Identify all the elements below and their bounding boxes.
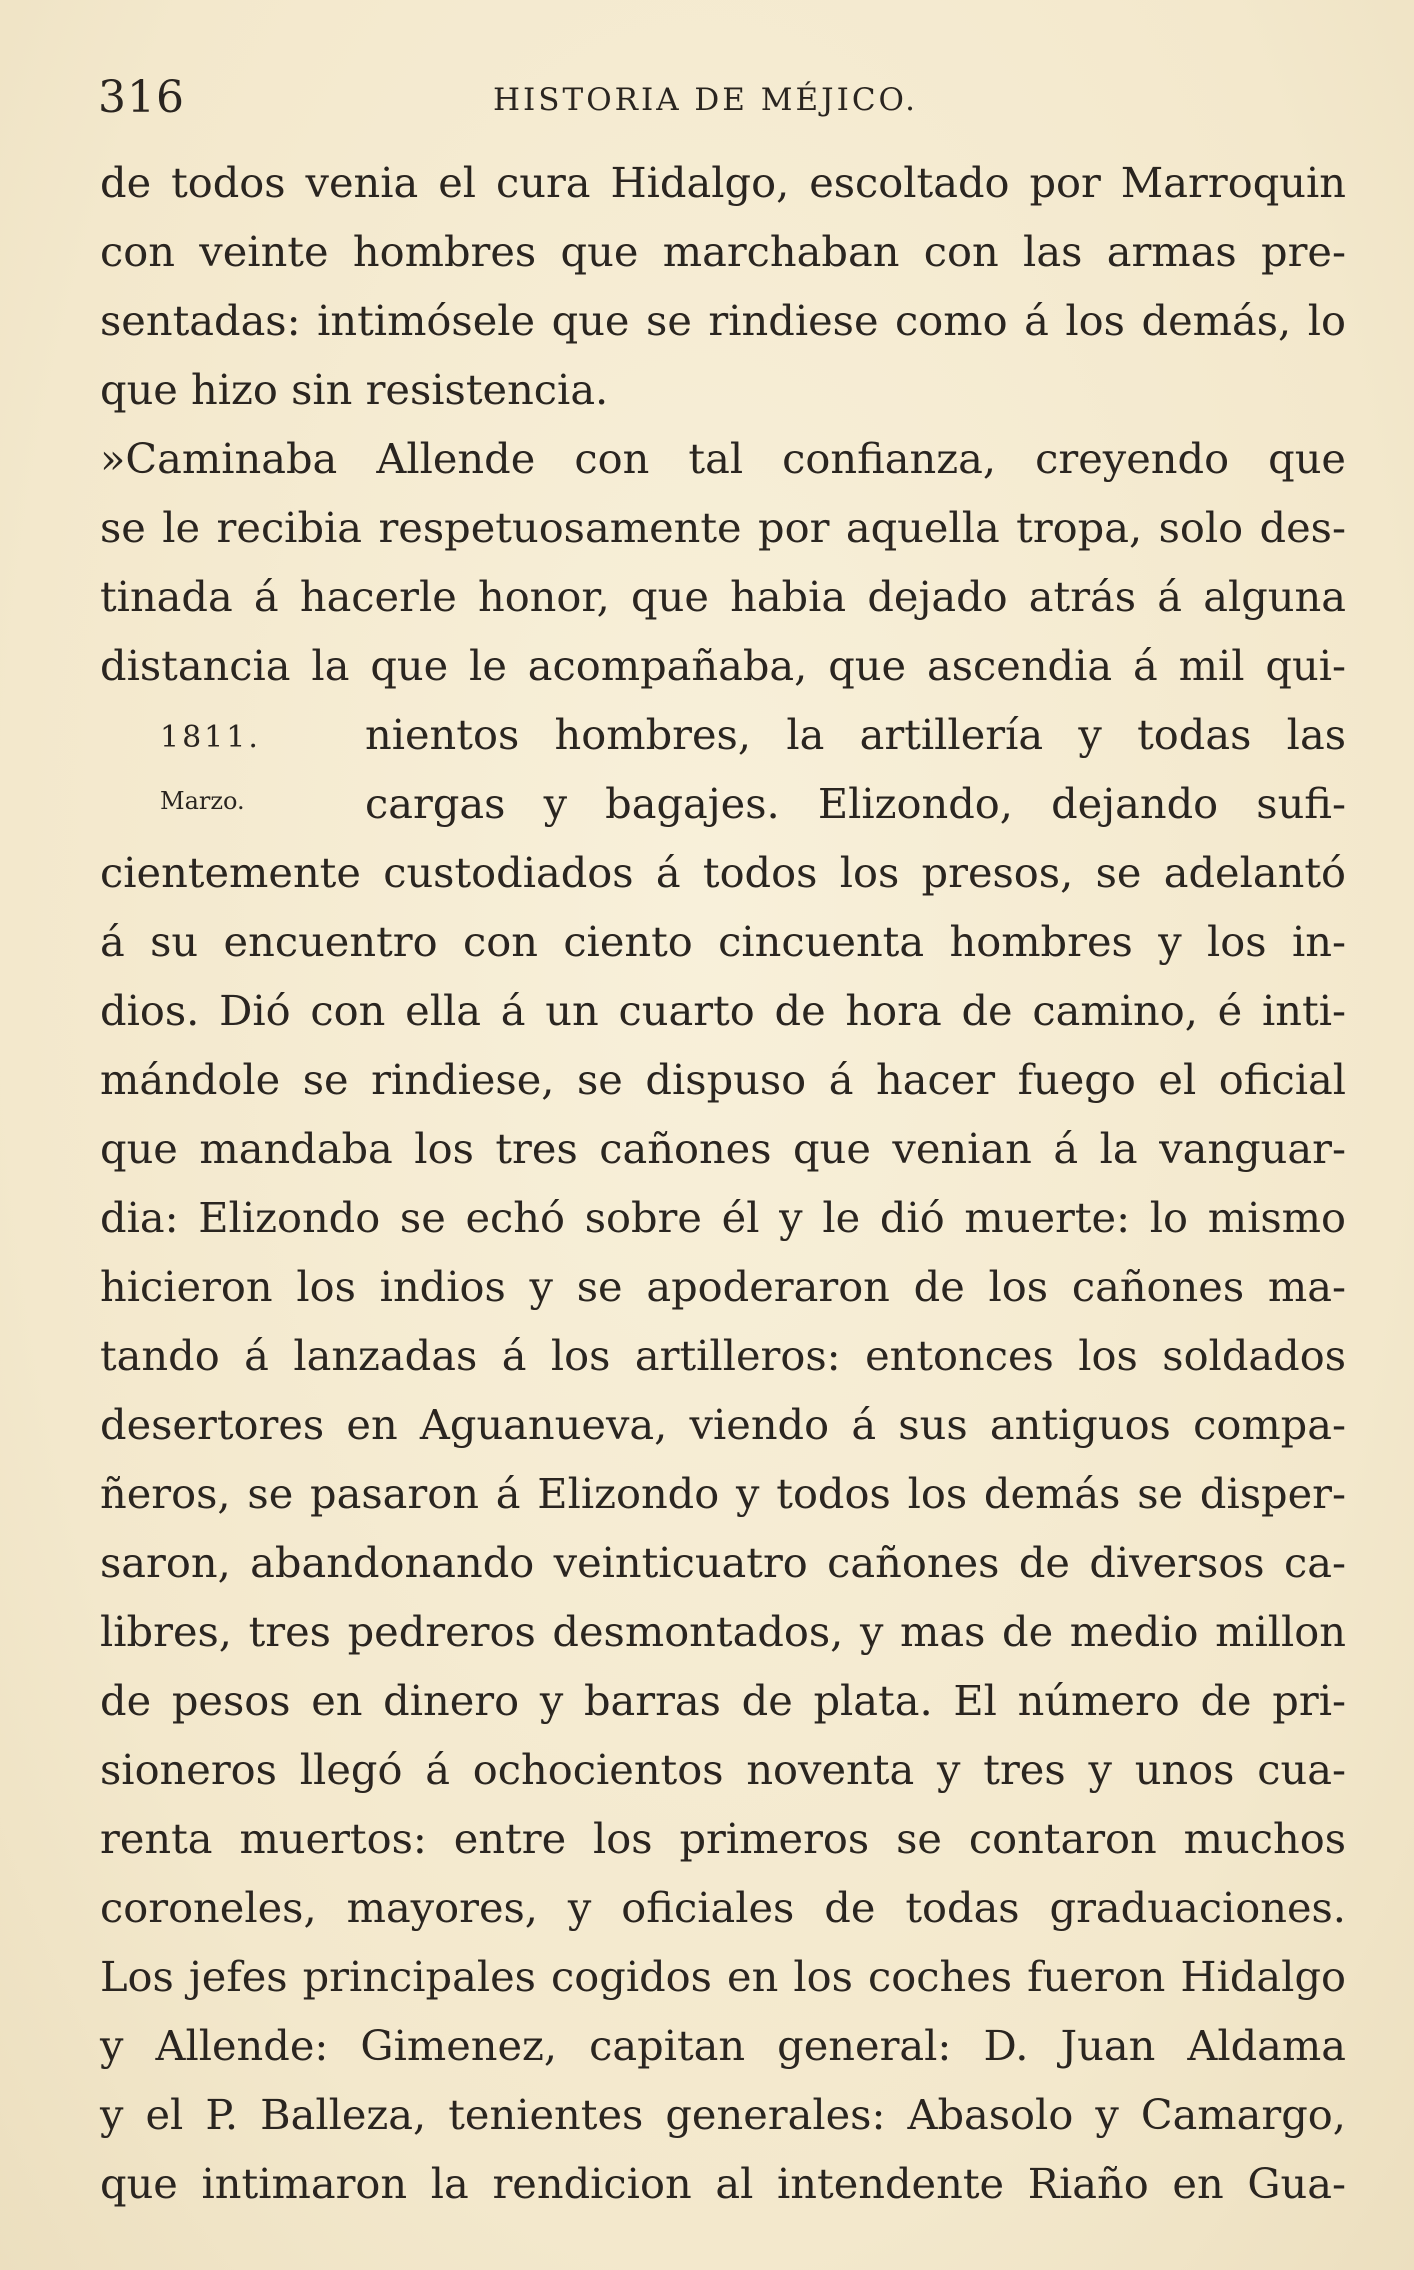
text-line: coroneles, mayores, y oficiales de todas graduaciones. [100,1883,1346,1932]
text-line: »Caminaba Allende con tal confianza, creyendo que [100,434,1346,483]
margin-note-month: Marzo. [160,787,245,815]
text-line: que intimaron la rendicion al intendente Riaño en Gua- [100,2159,1346,2208]
text-line: á su encuentro con ciento cincuenta hombres y los in- [100,917,1346,966]
text-line: mándole se rindiese, se dispuso á hacer fuego el oficial [100,1055,1346,1104]
text-line: ñeros, se pasaron á Elizondo y todos los demás se disper- [100,1469,1346,1518]
text-line: libres, tres pedreros desmontados, y mas de medio millon [100,1607,1346,1656]
text-line: y Allende: Gimenez, capitan general: D. Juan Aldama [100,2021,1346,2070]
text-line: sioneros llegó á ochocientos noventa y tres y unos cua- [100,1745,1346,1794]
text-line: y el P. Balleza, tenientes generales: Abasolo y Camargo, [100,2090,1346,2139]
text-line: tando á lanzadas á los artilleros: entonces los soldados [100,1331,1346,1380]
text-line: que hizo sin resistencia. [100,365,609,414]
text-line: cargas y bagajes. Elizondo, dejando sufi- [365,779,1346,828]
text-line: que mandaba los tres cañones que venian á la vanguar- [100,1124,1346,1173]
running-title: HISTORIA DE MÉJICO. [493,82,918,118]
text-line: cientemente custodiados á todos los presos, se adelantó [100,848,1346,897]
text-line: dios. Dió con ella á un cuarto de hora de camino, é inti- [100,986,1346,1035]
text-line: desertores en Aguanueva, viendo á sus antiguos compa- [100,1400,1346,1449]
text-line: hicieron los indios y se apoderaron de los cañones ma- [100,1262,1346,1311]
text-line: se le recibia respetuosamente por aquella tropa, solo des- [100,503,1346,552]
text-line: de todos venia el cura Hidalgo, escoltado por Marroquin [100,158,1346,207]
text-line: saron, abandonando veinticuatro cañones de diversos ca- [100,1538,1346,1587]
text-line: de pesos en dinero y barras de plata. El número de pri- [100,1676,1346,1725]
margin-note-year: 1811. [160,720,261,755]
text-line: distancia la que le acompañaba, que ascendia á mil qui- [100,641,1346,690]
text-line: nientos hombres, la artillería y todas las [365,710,1346,759]
text-line: renta muertos: entre los primeros se contaron muchos [100,1814,1346,1863]
text-line: sentadas: intimósele que se rindiese como á los demás, lo [100,296,1346,345]
page-number: 316 [98,72,185,123]
text-line: Los jefes principales cogidos en los coches fueron Hidalgo [100,1952,1346,2001]
text-line: con veinte hombres que marchaban con las armas pre- [100,227,1346,276]
text-line: tinada á hacerle honor, que habia dejado atrás á alguna [100,572,1346,621]
page-header [98,72,1348,132]
text-line: dia: Elizondo se echó sobre él y le dió muerte: lo mismo [100,1193,1346,1242]
